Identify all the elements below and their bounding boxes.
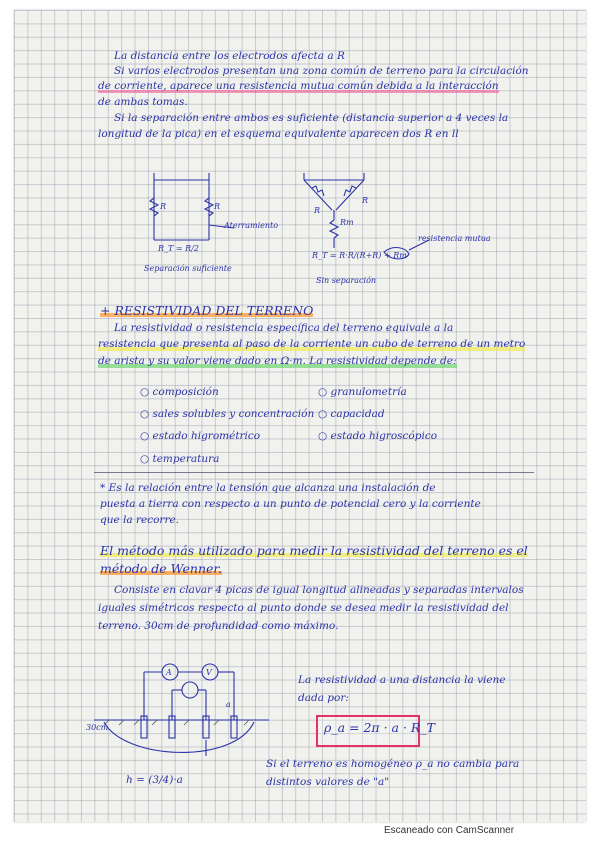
ammeter-label: A bbox=[166, 668, 172, 677]
d1-r-right: R bbox=[214, 202, 221, 211]
parallel-circuit-diagram bbox=[134, 170, 264, 270]
conclusion-2: distintos valores de "a" bbox=[266, 776, 390, 788]
method-2: método de Wenner. bbox=[100, 561, 222, 576]
d2-caption: Sin separación bbox=[316, 276, 377, 285]
voltmeter-label: V bbox=[206, 668, 212, 677]
bullet-composicion: ○ composición bbox=[140, 386, 219, 399]
depth-30cm: 30cm bbox=[86, 723, 109, 732]
notebook-page bbox=[14, 10, 586, 822]
d1-equation: R_T = R/2 bbox=[158, 244, 199, 253]
h-equation: h = (3/4)·a bbox=[126, 774, 183, 786]
note-1: * Es la relación entre la tensión que alcanza una instalación de bbox=[100, 482, 436, 494]
d1-r-left: R bbox=[160, 202, 167, 211]
conclusion-1: Si el terreno es homogéneo ρ_a no cambia para bbox=[266, 758, 520, 770]
para-1: La resistividad o resistencia específica del terreno equivale a la bbox=[114, 322, 454, 334]
formula-intro-1: La resistividad a una distancia la viene bbox=[298, 674, 506, 686]
note-3: que la recorre. bbox=[100, 514, 180, 526]
d2-label: resistencia mutua bbox=[418, 234, 491, 243]
d1-label: Aterramiento bbox=[224, 221, 279, 230]
line-1: La distancia entre los electrodos afecta a R bbox=[114, 50, 345, 62]
method-3: Consiste en clavar 4 picas de igual longitud alineadas y separadas intervalos bbox=[114, 584, 524, 596]
line-2: Si varios electrodos presentan una zona común de terreno para la circulación bbox=[114, 65, 529, 77]
d1-caption: Separación suficiente bbox=[144, 264, 232, 273]
bullet-temperatura: ○ temperatura bbox=[140, 453, 219, 466]
section-heading: + RESISTIVIDAD DEL TERRENO bbox=[100, 303, 314, 318]
formula: ρ_a = 2π · a · R_T bbox=[324, 720, 435, 735]
separator-rule bbox=[94, 472, 534, 473]
method-4: iguales simétricos respecto al punto donde se desea medir la resistividad del bbox=[98, 602, 509, 614]
formula-intro-2: dada por: bbox=[298, 692, 349, 704]
d2-equation: R_T = R·R/(R+R) + Rm bbox=[312, 251, 407, 260]
bullet-estado-higroscopico: ○ estado higroscópico bbox=[318, 430, 437, 443]
bullet-capacidad: ○ capacidad bbox=[318, 408, 385, 421]
line-5: Si la separación entre ambos es suficiente (distancia superior a 4 veces la bbox=[114, 112, 509, 124]
line-3: de corriente, aparece una resistencia mutua común debida a la interacción bbox=[98, 80, 499, 92]
scanner-watermark: Escaneado con CamScanner bbox=[384, 825, 515, 836]
wenner-diagram bbox=[94, 660, 274, 770]
bullet-granulometria: ○ granulometría bbox=[318, 386, 407, 399]
line-4: de ambas tomas. bbox=[98, 96, 188, 108]
method-1: El método más utilizado para medir la resistividad del terreno es el bbox=[100, 543, 528, 558]
line-6: longitud de la pica) en el esquema equivalente aparecen dos R en ll bbox=[98, 128, 459, 140]
para-3: de arista y su valor viene dado en Ω·m. La resistividad depende de: bbox=[98, 355, 457, 367]
d2-r-right: R bbox=[362, 196, 369, 205]
method-5: terreno. 30cm de profundidad como máximo. bbox=[98, 620, 339, 632]
spacing-a: a bbox=[226, 700, 231, 709]
bullet-estado-higrometrico: ○ estado higrométrico bbox=[140, 430, 260, 443]
d2-rm: Rm bbox=[340, 218, 354, 227]
d2-r-left: R bbox=[314, 206, 321, 215]
note-2: puesta a tierra con respecto a un punto de potencial cero y la corriente bbox=[100, 498, 481, 510]
bullet-sales: ○ sales solubles y concentración bbox=[140, 408, 314, 421]
para-2: resistencia que presenta al paso de la corriente un cubo de terreno de un metro bbox=[98, 338, 526, 350]
